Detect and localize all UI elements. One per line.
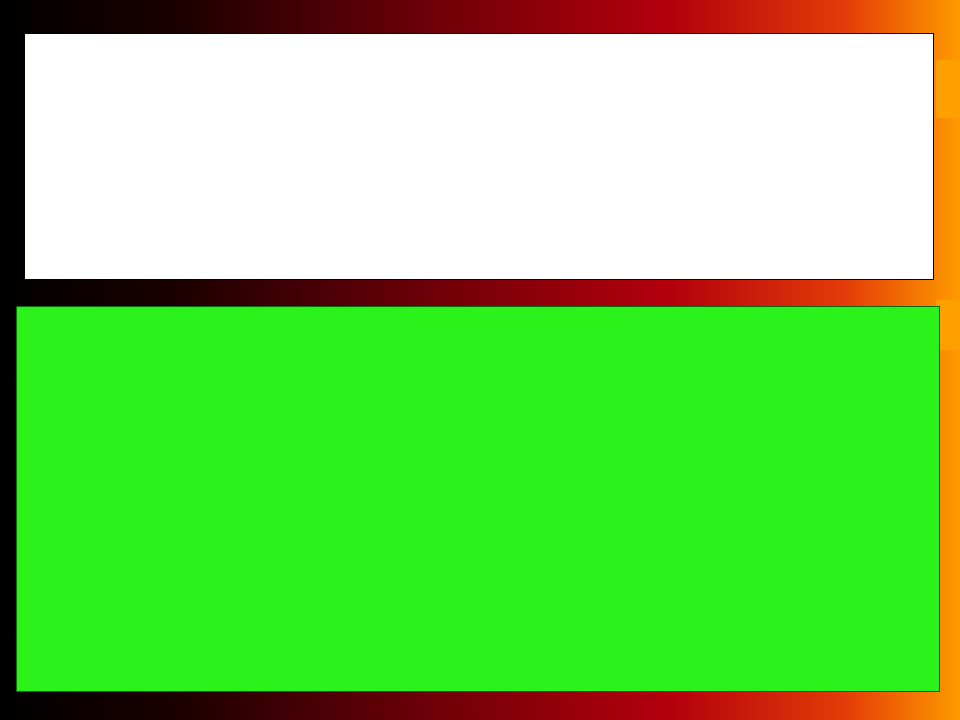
reajuste-calculation-sheet [24, 33, 934, 280]
pre-liquidacion-sheet [16, 306, 940, 692]
accent-bar-top [936, 60, 960, 118]
